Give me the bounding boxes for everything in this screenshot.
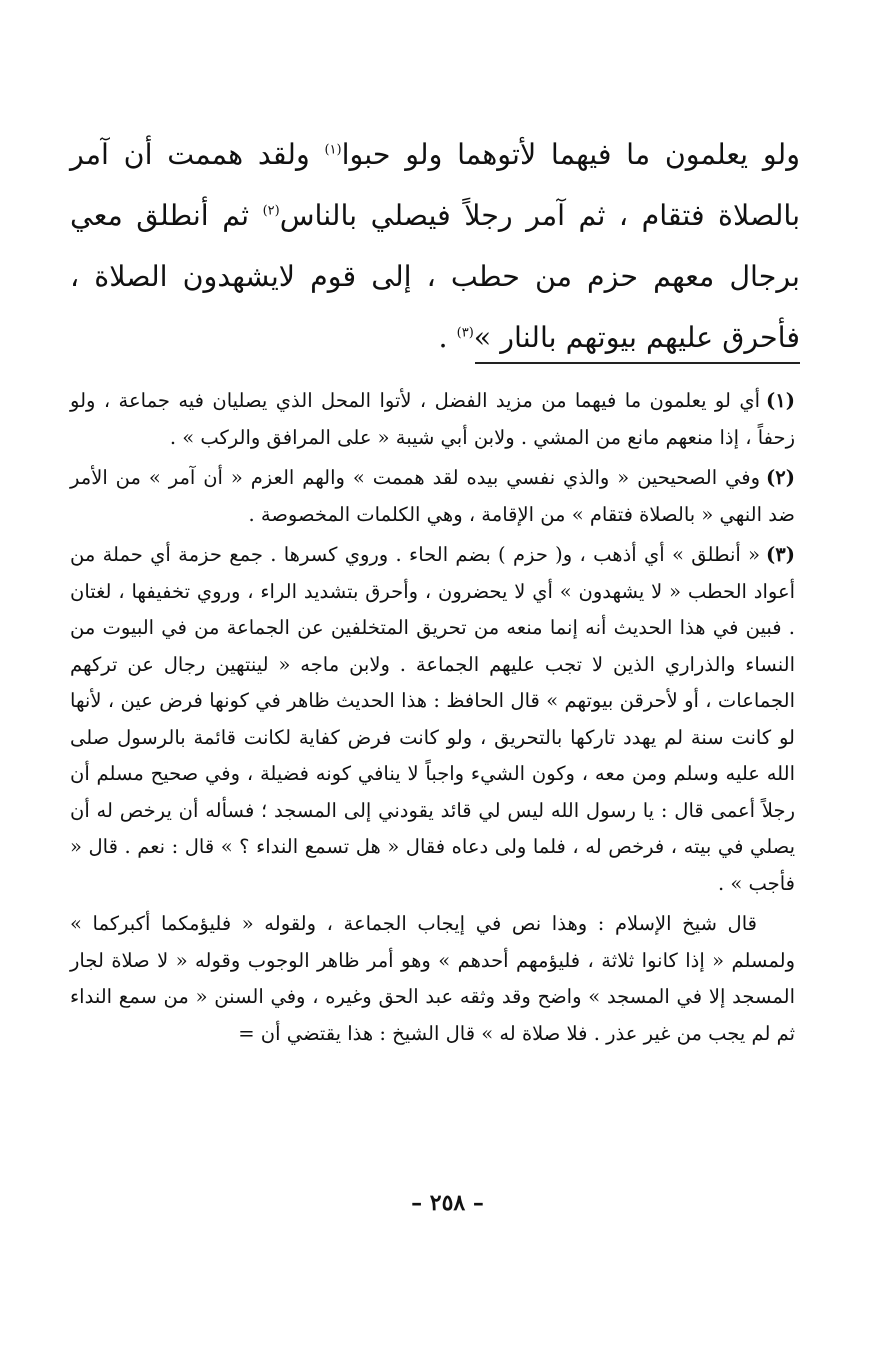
main-text-seg3: ثم أنطلق معي برجال معهم حزم من حطب ، إلى قوم لايشهدون الصلاة ، فأحرق عليهم بيوتهم بالنار » bbox=[70, 198, 800, 354]
main-text-seg4: . bbox=[438, 320, 457, 354]
main-text-block bbox=[70, 95, 800, 396]
footnote-number: (٣) bbox=[766, 543, 795, 566]
page-number: – ٢٥٨ – bbox=[411, 1190, 484, 1216]
footnote-number: (١) bbox=[766, 389, 795, 412]
main-paragraph bbox=[70, 124, 800, 368]
footnote-ref-2: (٢) bbox=[262, 203, 280, 218]
footnote-1 bbox=[70, 383, 795, 456]
footnote-2 bbox=[70, 460, 795, 533]
footnote-text: أي لو يعلمون ما فيهما من مزيد الفضل ، لأتوا المحل الذي يصليان فيه جماعة ، ولو زحفاً ، إذا منعهم مانع من المشي . ولابن أبي شيبة « على المرافق والركب » . bbox=[70, 389, 795, 449]
footnote-number: (٢) bbox=[766, 466, 795, 489]
footnote-ref-1: (١) bbox=[324, 142, 342, 157]
footnote-text: « أنطلق » أي أذهب ، و( حزم ) بضم الحاء . وروي كسرها . جمع حزمة أي حملة من أعواد الحطب « لا يشهدون » أي لا يحضرون ، وأحرق بتشديد الراء ، وروي تخفيفها ، لغتان . فبين في هذا الحديث أنه إنما منعه من تحريق المتخلفين عن الجماعة من في البيوت من النساء والذراري الذين لا تجب عليهم الجماعة . ولابن ماجه « لينتهين رجال عن تركهم الجماعات ، أو لأحرقن بيوتهم » قال الحافظ : هذا الحديث ظاهر في كونها فرض عين ، لأنها لو كانت سنة لم يهدد تاركها بالتحريق ، ولو كانت فرض كفاية لكانت قائمة بالرسول صلى الله عليه وسلم ومن معه ، وكون الشيء واجباً لا ينافي كونه فضيلة ، وفي صحيح مسلم أن رجلاً أعمى قال : يا رسول الله ليس لي قائد يقودني إلى المسجد ؛ فسأله أن يرخص له أن يصلي في بيته ، فرخص له ، فلما ولى دعاه فقال « هل تسمع النداء ؟ » قال : نعم . قال « فأجب » . bbox=[70, 543, 795, 895]
main-text-seg2: ولقد هممت أن آمر بالصلاة فتقام ، ثم آمر رجلاً فيصلي بالناس bbox=[70, 137, 801, 232]
footnotes-block bbox=[70, 383, 795, 1056]
footnote-3 bbox=[70, 537, 795, 902]
main-text-seg1: ولو يعلمون ما فيهما لأتوهما ولو حبوا bbox=[341, 137, 800, 171]
footnote-continuation: قال شيخ الإسلام : وهذا نص في إيجاب الجماعة ، ولقوله « فليؤمكما أكبركما » ولمسلم « إذا كانوا ثلاثة ، فليؤمهم أحدهم » وهو أمر ظاهر الوجوب وقوله « لا صلاة لجار المسجد إلا في المسجد » واضح وقد وثقه عبد الحق وغيره ، وفي السنن « من سمع النداء ثم لم يجب من غير عذر . فلا صلاة له » قال الشيخ : هذا يقتضي أن = bbox=[70, 912, 795, 1045]
footnote-text: وفي الصحيحين « والذي نفسي بيده لقد هممت » والهم العزم « أن آمر » من الأمر ضد النهي « بالصلاة فتقام » من الإقامة ، وهي الكلمات المخصوصة . bbox=[70, 466, 795, 526]
footnote-ref-3: (٣) bbox=[456, 325, 474, 340]
footnote-separator bbox=[475, 362, 800, 364]
